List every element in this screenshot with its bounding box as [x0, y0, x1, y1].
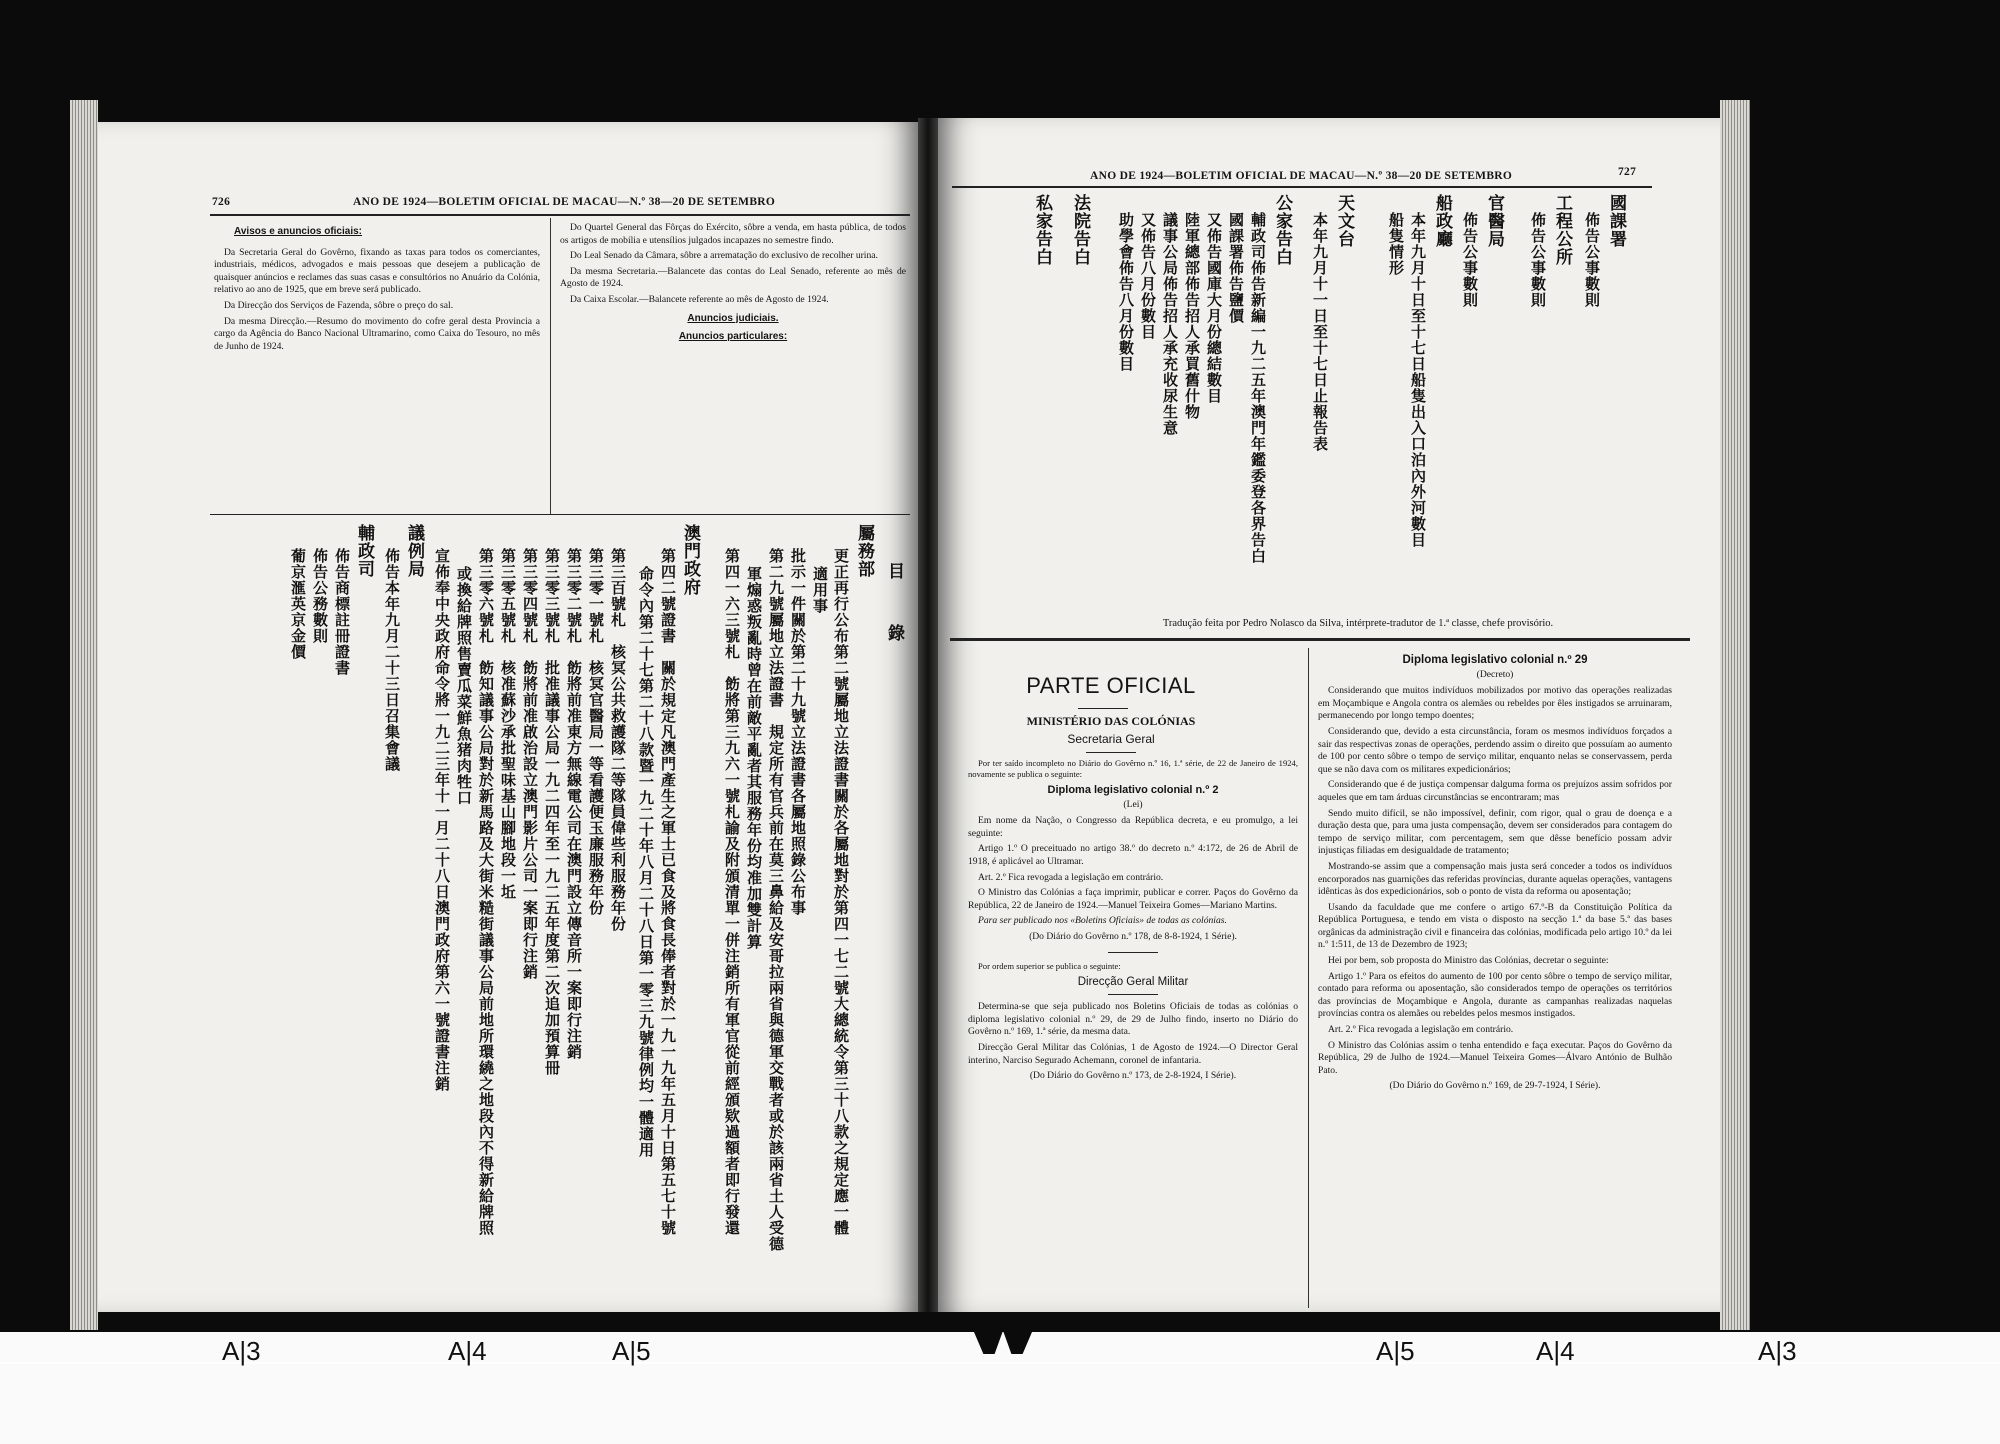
- index-line: 第四一六三號札 飭將第三九六一號札諭及附頒清單一併注銷所有軍官從前經頒欵過額者即行發還: [723, 548, 741, 1236]
- aviso-paragraph: Da Caixa Escolar.—Balancete referente ao mês de Agosto de 1924.: [570, 293, 829, 305]
- avisos-column: [214, 226, 540, 356]
- diploma-paragraph: Para ser publicado nos «Boletins Oficiais» de todas as colónias.: [978, 915, 1227, 927]
- diploma-paragraph: Direcção Geral Militar das Colónias, 1 de Agosto de 1924.—O Director Geral interino, Narciso Segurado Achemann, coronel de infantaria.: [968, 1041, 1298, 1066]
- index-line: 佈告公事數則: [1529, 212, 1547, 308]
- diploma-2-title: Diploma legislativo colonial n.º 2: [1047, 784, 1219, 796]
- right-running-head: ANO DE 1924—BOLETIM OFICIAL DE MACAU—N.º 38—20 DE SETEMBRO: [1090, 170, 1513, 182]
- index-line: 天文台: [1334, 194, 1354, 248]
- index-line: 第三零二號札 飭將前准東方無線電公司在澳門設立傳音所一案即行注銷: [565, 548, 583, 1060]
- parte-oficial-heading: PARTE OFICIAL: [1026, 673, 1196, 698]
- index-line: 佈告本年九月二十三日召集會議: [383, 548, 401, 772]
- diploma-29-title: Diploma legislativo colonial n.º 29: [1402, 654, 1588, 666]
- index-line: 適用事: [811, 566, 829, 614]
- index-line: 屬務部: [854, 524, 874, 578]
- diploma-paragraph: O Ministro das Colónias assim o tenha entendido e faça executar. Paços do Govêrno da República, 29 de Julho de 1924.—Manuel Teixeira Gomes—Álvaro António de Bulhão Pato.: [1318, 1039, 1672, 1076]
- column-divider: [550, 218, 551, 514]
- publication-note: Por ordem superior se publica o seguinte:: [978, 960, 1121, 971]
- publication-note: Por ter saído incompleto no Diário do Govêrno n.º 16, 1.ª série, de 22 de Janeiro de 1924, novamente se publica o seguinte:: [968, 758, 1298, 779]
- index-line: 葡京滙英京金價: [289, 548, 307, 660]
- diploma-source: (Do Diário do Govêrno n.º 169, de 29-7-1924, I Série).: [1389, 1080, 1601, 1092]
- index-line: 又佈告國庫大月份總結數目: [1205, 212, 1223, 404]
- index-line: 國課署: [1606, 194, 1626, 248]
- small-rule: [1108, 994, 1158, 995]
- film-scratch: [0, 1362, 2000, 1364]
- index-line: 第三零五號札 核准蘇沙承批聖味基山腳地段一坵: [499, 548, 517, 900]
- index-line: 輔政司佈告新編一九二五年澳門年鑑委登各界告白: [1249, 212, 1267, 564]
- left-page-number: 726: [212, 196, 231, 208]
- index-line: 工程公所: [1552, 194, 1572, 266]
- index-line: 第三零三號札 批准議事公局一九二四年至一九二五年度第二次追加預算冊: [543, 548, 561, 1076]
- aviso-paragraph: Da mesma Direcção.—Resumo do movimento do cofre geral desta Provincia a cargo da Agência do Banco Nacional Ultramarino, como Caixa do Tesouro, no mês de Junho de 1924.: [214, 315, 540, 352]
- index-line: 軍煽惑叛亂時曾在前敵平亂者其服務年份均准加雙計算: [745, 566, 763, 950]
- small-rule: [1108, 952, 1158, 953]
- index-line: 或換給牌照售賣瓜菜鮮魚猪肉牲口: [455, 566, 473, 806]
- frame-mark: A|4: [1536, 1336, 1575, 1366]
- index-line: 澳門政府: [680, 524, 700, 596]
- header-rule: [210, 214, 910, 216]
- index-line: 批示一件關於第二十九號立法證書各屬地照錄公布事: [789, 548, 807, 916]
- index-line: 法院告白: [1070, 194, 1090, 266]
- index-line: 官醫局: [1484, 194, 1504, 248]
- index-line: 船隻情形: [1387, 212, 1405, 276]
- diploma-paragraph: Usando da faculdade que me confere o artigo 67.º-B da Constituição Política da República Portuguesa, e tendo em vista o disposto na secção 1.ª da base 5.ª das bases orgânicas da administração civil e financeira das colónias, modificada pelo artigo 10.º da lei n.º 1:511, de 13 de Dezembro de 1923;: [1318, 901, 1672, 951]
- secretaria-heading: Secretaria Geral: [1067, 732, 1155, 746]
- film-strip-margin: [0, 1332, 2000, 1444]
- diploma-source: (Do Diário do Govêrno n.º 178, de 8-8-1924, 1 Série).: [1029, 930, 1237, 942]
- diploma-paragraph: Considerando que muitos indivíduos mobilizados por motivo das operações realizadas em Moçambique e Angola contra os alemães ou rebeldes por êles instigados se arruinaram, permanecendo por longo tempo doentes;: [1318, 685, 1672, 722]
- index-line: 國課署佈告鹽價: [1227, 212, 1245, 324]
- index-line: 船政廳: [1432, 194, 1452, 248]
- diploma-paragraph: Considerando que é de justiça compensar dalguma forma os prejuízos assim sofridos por aqueles que em tam árduas circunstâncias se encontraram; mas: [1318, 779, 1672, 803]
- diploma-2-column: [968, 758, 1298, 1087]
- index-line: 佈告商標註冊證書: [333, 548, 351, 676]
- index-line: 第四二號證書 關於規定凡澳門產生之軍士已食及將食長俸者對於一九一九年五月十日第五七十號: [659, 548, 677, 1236]
- frame-mark: A|5: [612, 1336, 651, 1366]
- index-line: 佈告公事數則: [1583, 212, 1601, 308]
- index-line: 第三零四號札 飭將前准啟治設立澳門影片公司一案即行注銷: [521, 548, 539, 980]
- diploma-paragraph: Art. 2.º Fica revogada a legislação em contrário.: [1328, 1024, 1514, 1036]
- index-line: 本年九月十日至十七日船隻出入口泊內外河數目: [1409, 212, 1427, 548]
- index-line: 第三零六號札 飭知議事公局對於新馬路及大街米糙街議事公局前地所環繞之地段內不得新給牌照: [477, 548, 495, 1236]
- diploma-paragraph: Mostrando-se assim que a compensação mais justa será conceder a todos os indivíduos encorporados nas guarnições das referidas províncias, durante aquelas operações, vantagens idênticas às dos expedicionários, sob o ponto de vista da reforma ou aposentação;: [1318, 860, 1672, 898]
- anuncios-judiciais: Anuncios judiciais.: [687, 312, 779, 324]
- index-line: 本年九月十一日至十七日止報告表: [1311, 212, 1329, 452]
- aviso-paragraph: Da Secretaria Geral do Govêrno, fixando as taxas para todos os comerciantes, industriais, médicos, advogados e mais pessoas que desejem a publicação de quaisquer anúncios e reclames das suas casas e consultórios no Anuário da Colónia, relativo ao ano de 1925, que em breve será publicado.: [214, 246, 540, 296]
- diploma-paragraph: Art. 2.º Fica revogada a legislação em contrário.: [978, 871, 1164, 883]
- index-line: 第三零一號札 核冥官醫局一等看護便玉廉服務年份: [587, 548, 605, 916]
- small-rule: [1078, 708, 1128, 709]
- avisos-column-2: [560, 222, 906, 350]
- diploma-source: (Do Diário do Govêrno n.º 173, de 2-8-1924, I Série).: [1029, 1070, 1237, 1082]
- column-divider: [1308, 648, 1309, 1308]
- ministerio-heading: MINISTÉRIO DAS COLÓNIAS: [1026, 714, 1196, 728]
- lei-label: (Lei): [1123, 798, 1143, 810]
- index-line: 議例局: [404, 524, 424, 578]
- right-page-number: 727: [1618, 166, 1637, 178]
- aviso-paragraph: Do Quartel General das Fôrças do Exército, sôbre a venda, em hasta pública, de todos os artigos de mobília e utensílios julgados incapazes no semestre findo.: [560, 222, 906, 246]
- index-line: 助學會佈告八月份數目: [1117, 212, 1135, 372]
- right-page-edge: [1720, 100, 1750, 1330]
- frame-mark: A|3: [222, 1336, 261, 1366]
- left-page-edge: [70, 100, 98, 1330]
- index-line: 命令內第二十七第二十八款暨一九二十年八月二十八日第一零三九號律例均一體適用: [637, 566, 655, 1158]
- diploma-paragraph: Em nome da Nação, o Congresso da República decreta, e eu promulgo, a lei seguinte:: [968, 815, 1298, 839]
- avisos-title: Avisos e anuncios oficiais:: [234, 226, 363, 237]
- frame-mark: A|4: [448, 1336, 487, 1366]
- right-page: [938, 118, 1720, 1312]
- diploma-paragraph: Hei por bem, sob proposta do Ministro das Colónias, decretar o seguinte:: [1328, 955, 1609, 967]
- frame-mark: A|3: [1758, 1336, 1797, 1366]
- decreto-label: (Decreto): [1476, 668, 1514, 680]
- index-line: 第三百號札 核冥公共救護隊二等隊員偉些利服務年份: [609, 548, 627, 932]
- header-rule: [952, 186, 1652, 188]
- index-heading: 目 錄: [884, 562, 904, 655]
- diploma-paragraph: Sendo muito difícil, se não impossível, definir, com rigor, qual o grau de doença e a duração desta que, para uma justa compensação, devem ser considerados para contagem do tempo de serviço militar, com percentagem, sem que dêsse benefício possam advir injustiças filiadas em desigualdade de tratamento;: [1318, 807, 1672, 857]
- diploma-paragraph: Considerando que, devido a esta circunstância, foram os mesmos indivíduos forçados a sair das respectivas zonas de operações, perdendo assim o direito que possuíam ao aumento de 100 por cento sôbre o tempo de serviço militar, enquanto nelas se conservassem, perda que se não dava com os militares expedicionários;: [1318, 725, 1672, 775]
- direccao-heading: Direcção Geral Militar: [1077, 975, 1189, 988]
- index-line: 佈告公事數則: [1461, 212, 1479, 308]
- aviso-paragraph: Do Leal Senado da Câmara, sôbre a arrematação do exclusivo de recolher urina.: [570, 250, 878, 262]
- small-rule: [1086, 752, 1136, 753]
- index-line: 佈告公務數則: [311, 548, 329, 644]
- translator-credit: Tradução feita por Pedro Nolasco da Silva, intérprete-tradutor de 1.ª classe, chefe provisório.: [1162, 618, 1554, 629]
- left-running-head: ANO DE 1924—BOLETIM OFICIAL DE MACAU—N.º 38—20 DE SETEMBRO: [353, 196, 776, 208]
- left-page: [98, 122, 918, 1312]
- diploma-paragraph: Determina-se que seja publicado nos Boletins Oficiais de todas as colónias o diploma legislativo colonial n.º 29, de 29 de Julho findo, inserto no Diário do Govêrno n.º 169, 1.ª série, da mesma data.: [968, 1001, 1298, 1038]
- index-line: 陸軍總部佈告招人承買舊什物: [1183, 212, 1201, 420]
- section-rule: [210, 514, 910, 515]
- anuncios-particulares: Anuncios particulares:: [678, 331, 788, 343]
- index-line: 第二九號屬地立法證書 規定所有官兵前在莫三鼻給及安哥拉兩省與德軍交戰者或於該兩省土人受德: [767, 548, 785, 1252]
- aviso-paragraph: Da mesma Secretaria.—Balancete das contas do Leal Senado, referente ao mês de Agosto de 1924.: [560, 265, 906, 290]
- diploma-paragraph: Artigo 1.º O preceituado no artigo 38.º do decreto n.º 4:172, de 26 de Abril de 1918, é aplicável ao Ultramar.: [968, 843, 1298, 867]
- section-rule: [950, 638, 1690, 641]
- book-gutter: [918, 118, 938, 1312]
- index-line: 輔政司: [354, 524, 374, 578]
- diploma-paragraph: Artigo 1.º Para os efeitos do aumento de 100 por cento sôbre o tempo de serviço militar, contado para reforma ou aposentação, são considerados tempo de operações os territórios das províncias de Moçambique e Angola, durante as campanhas realizadas naquelas províncias contra os alemães ou rebeldes pelos mesmos instigados.: [1318, 970, 1672, 1020]
- index-line: 議事公局佈告招人承充收尿生意: [1161, 212, 1179, 436]
- index-line: 更正再行公布第二號屬地立法證書關於各屬地對於第四一七二號大總統令第三十八款之規定應一體: [832, 548, 850, 1236]
- diploma-29-column: [1318, 654, 1672, 1097]
- aviso-paragraph: Da Direcção dos Serviços de Fazenda, sôbre o preço do sal.: [224, 299, 454, 311]
- frame-mark: A|5: [1376, 1336, 1415, 1366]
- index-line: 公家告白: [1272, 194, 1292, 266]
- index-line: 又佈告八月份數目: [1139, 212, 1157, 340]
- index-line: 私家告白: [1032, 194, 1052, 266]
- diploma-paragraph: O Ministro das Colónias a faça imprimir, publicar e correr. Paços do Govêrno da República, 22 de Janeiro de 1924.—Manuel Teixeira Gomes—Mariano Martins.: [968, 887, 1298, 911]
- index-line: 宣佈奉中央政府命令將一九二三年十一月二十八日澳門政府第六一號證書注銷: [433, 548, 451, 1092]
